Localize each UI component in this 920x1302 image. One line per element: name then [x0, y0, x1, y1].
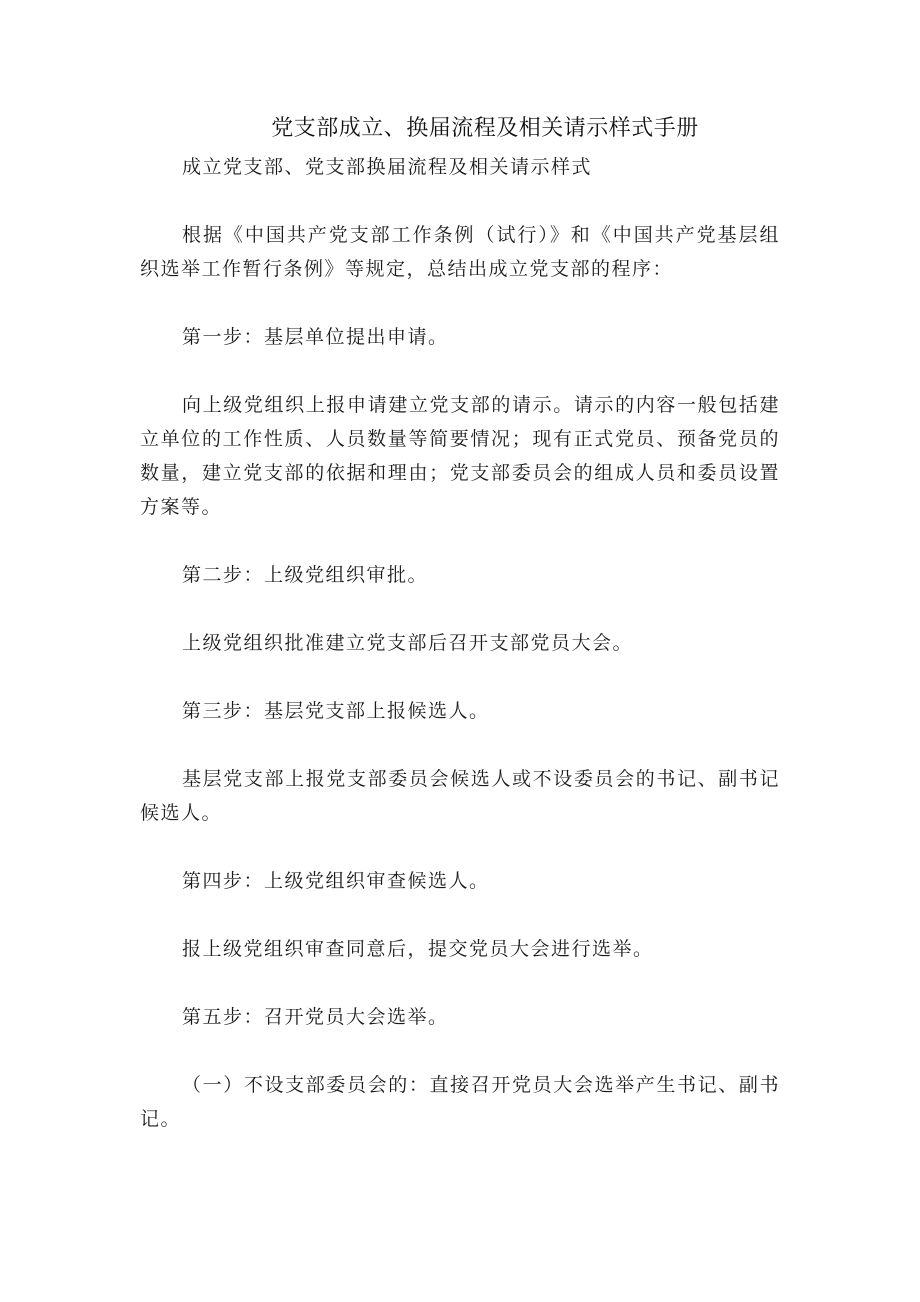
paragraph-step-1: 第一步：基层单位提出申请。 — [182, 326, 449, 348]
paragraph-step-2: 第二步：上级党组织审批。 — [182, 564, 429, 586]
document-body — [140, 150, 780, 1136]
paragraph-step-1-detail: 向上级党组织上报申请建立党支部的请示。请示的内容一般包括建立单位的工作性质、人员数量等简要情况；现有正式党员、预备党员的数量，建立党支部的依据和理由；党支部委员会的组成人员和委员设置方案等。 — [140, 394, 780, 518]
paragraph-step-4-detail: 报上级党组织审查同意后，提交党员大会进行选举。 — [182, 938, 654, 960]
paragraph-step-4: 第四步：上级党组织审查候选人。 — [182, 870, 490, 892]
paragraph-step-3-detail: 基层党支部上报党支部委员会候选人或不设委员会的书记、副书记候选人。 — [140, 768, 780, 824]
paragraph-intro: 根据《中国共产党支部工作条例（试行）》和《中国共产党基层组织选举工作暂行条例》等规定，总结出成立党支部的程序： — [140, 224, 780, 280]
paragraph-step-2-detail: 上级党组织批准建立党支部后召开支部党员大会。 — [182, 632, 634, 654]
document-subtitle: 成立党支部、党支部换届流程及相关请示样式 — [182, 156, 593, 178]
paragraph-step-5: 第五步：召开党员大会选举。 — [182, 1006, 449, 1028]
paragraph-step-5-item-1: （一）不设支部委员会的：直接召开党员大会选举产生书记、副书记。 — [140, 1074, 780, 1130]
paragraph-step-3: 第三步：基层党支部上报候选人。 — [182, 700, 490, 722]
document-title: 党支部成立、换届流程及相关请示样式手册 — [271, 116, 699, 141]
